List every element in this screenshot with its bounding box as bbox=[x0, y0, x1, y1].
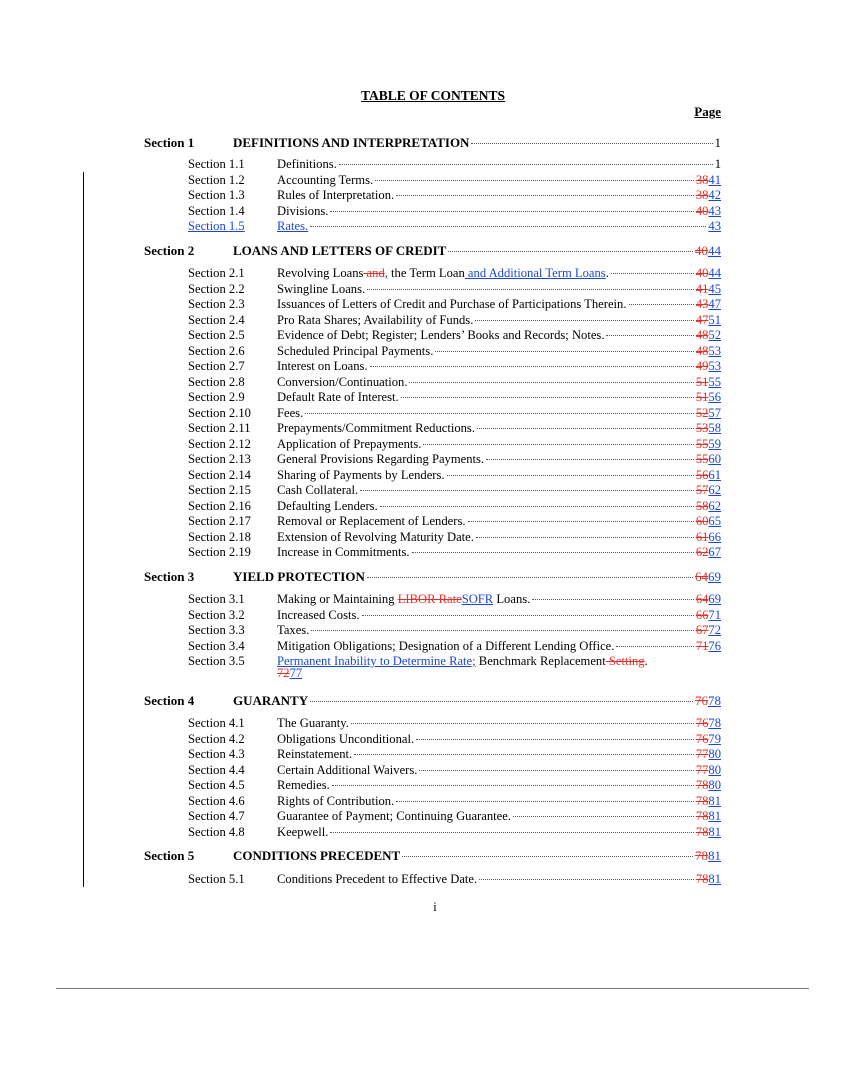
page-number-wrapped bbox=[277, 666, 302, 681]
entry-number: Section 2.3 bbox=[188, 297, 245, 311]
deleted-page: 78 bbox=[695, 824, 709, 839]
entry-title: Extension of Revolving Maturity Date. bbox=[277, 529, 474, 544]
section-number: Section 5 bbox=[144, 848, 195, 863]
dot-leader bbox=[468, 521, 694, 522]
dot-leader bbox=[354, 754, 694, 755]
toc-entry-2-6[interactable] bbox=[0, 375, 849, 390]
entry-number: Section 4.5 bbox=[188, 778, 245, 792]
inserted-page: 44 bbox=[708, 266, 721, 280]
entry-title: Interest on Loans. bbox=[277, 359, 368, 373]
inserted-page: 47 bbox=[708, 297, 721, 311]
dot-leader bbox=[486, 459, 694, 460]
entry-title: Definitions. bbox=[277, 157, 337, 171]
dot-leader bbox=[332, 785, 694, 786]
inserted-page: 69 bbox=[708, 569, 721, 584]
dot-leader bbox=[310, 701, 693, 702]
inserted-page: 81 bbox=[708, 872, 721, 886]
entry-number: Section 1.2 bbox=[188, 173, 245, 187]
toc-title: TABLE OF CONTENTS bbox=[360, 88, 506, 103]
deleted-page: 76 bbox=[695, 693, 708, 708]
deleted-page: 72 bbox=[277, 666, 290, 680]
dot-leader bbox=[616, 646, 693, 647]
inserted-page: 71 bbox=[708, 607, 721, 622]
inserted-page: 79 bbox=[708, 731, 721, 746]
deleted-page: 53 bbox=[695, 421, 709, 435]
entry-number: Section 4.1 bbox=[188, 716, 245, 730]
entry-number: Section 3.4 bbox=[188, 638, 245, 653]
deleted-page: 78 bbox=[695, 809, 709, 823]
entry-number: Section 4.7 bbox=[188, 809, 245, 823]
dot-leader bbox=[412, 552, 694, 553]
inserted-page: 62 bbox=[708, 483, 721, 497]
entry-title: Remedies. bbox=[277, 778, 330, 792]
deleted-page: 78 bbox=[695, 848, 708, 863]
deleted-page: 51 bbox=[695, 390, 709, 404]
deleted-page: 43 bbox=[695, 297, 709, 311]
dot-leader bbox=[606, 335, 693, 336]
section-title: CONDITIONS PRECEDENT bbox=[233, 848, 401, 863]
toc-entry-2-7[interactable] bbox=[0, 390, 849, 405]
entry-title: Taxes. bbox=[277, 623, 310, 637]
dot-leader bbox=[370, 366, 694, 367]
inserted-page: 80 bbox=[708, 762, 721, 777]
toc-entry-2-16[interactable] bbox=[0, 530, 849, 545]
dot-leader bbox=[396, 195, 694, 196]
entry-title: Conversion/Continuation. bbox=[277, 374, 408, 389]
inserted-page: 58 bbox=[708, 421, 721, 435]
toc-entry-4-0[interactable] bbox=[0, 716, 849, 731]
dot-leader bbox=[367, 577, 693, 578]
deleted-page: 78 bbox=[695, 793, 709, 808]
entry-number: Section 3.5 bbox=[188, 654, 245, 668]
entry-title: Rules of Interpretation. bbox=[277, 188, 395, 202]
inserted-page: 81 bbox=[708, 809, 721, 823]
entry-title: Default Rate of Interest. bbox=[277, 390, 399, 404]
entry-title: Certain Additional Waivers. bbox=[277, 762, 418, 777]
toc-entry-1-5[interactable] bbox=[0, 219, 849, 234]
inserted-page: 52 bbox=[708, 328, 721, 342]
dot-leader bbox=[448, 251, 693, 252]
toc-entry-3-5[interactable] bbox=[0, 654, 849, 669]
dot-leader bbox=[330, 211, 693, 212]
deleted-page: 38 bbox=[695, 173, 709, 187]
entry-title: Accounting Terms. bbox=[277, 173, 374, 187]
section-title: YIELD PROTECTION bbox=[233, 569, 365, 584]
toc-section-1[interactable] bbox=[0, 135, 849, 150]
entry-title: Conditions Precedent to Effective Date. bbox=[277, 872, 478, 886]
toc-entry-5-0[interactable] bbox=[0, 872, 849, 887]
entry-number: Section 4.2 bbox=[188, 731, 245, 746]
inserted-page: 76 bbox=[708, 638, 721, 653]
toc-entry-2-8[interactable] bbox=[0, 406, 849, 421]
dot-leader bbox=[416, 739, 694, 740]
entry-number: Section 2.2 bbox=[188, 281, 245, 296]
entry-number: Section 2.8 bbox=[188, 374, 245, 389]
toc-section-4[interactable] bbox=[0, 693, 849, 708]
deleted-page: 77 bbox=[695, 747, 709, 761]
deleted-page: 77 bbox=[695, 762, 709, 777]
toc-entry-2-14[interactable] bbox=[0, 499, 849, 514]
deleted-page: 55 bbox=[695, 436, 709, 451]
inserted-page: 59 bbox=[708, 436, 721, 451]
inserted-page: 77 bbox=[289, 666, 303, 680]
entry-number: Section 1.3 bbox=[188, 188, 245, 202]
toc-entry-2-3[interactable] bbox=[0, 328, 849, 343]
deleted-page: 51 bbox=[695, 374, 709, 389]
dot-leader bbox=[611, 273, 694, 274]
entry-number: Section 2.1 bbox=[188, 266, 245, 280]
entry-number: Section 2.18 bbox=[188, 529, 251, 544]
dot-leader bbox=[477, 428, 694, 429]
toc-section-3[interactable] bbox=[0, 569, 849, 584]
deleted-page: 78 bbox=[695, 778, 709, 792]
deleted-page: 61 bbox=[695, 529, 709, 544]
entry-number: Section 1.5 bbox=[188, 219, 245, 233]
toc-entry-2-0[interactable] bbox=[0, 282, 849, 297]
entry-number: Section 2.7 bbox=[188, 359, 245, 373]
inserted-page: 65 bbox=[708, 514, 721, 528]
entry-number: Section 2.14 bbox=[188, 467, 251, 482]
section-title: DEFINITIONS AND INTERPRETATION bbox=[233, 135, 470, 150]
entry-title: Sharing of Payments by Lenders. bbox=[277, 467, 445, 482]
dot-leader bbox=[419, 770, 693, 771]
toc-entry-2-13[interactable] bbox=[0, 483, 849, 498]
deleted-page: 40 bbox=[695, 243, 708, 258]
inserted-page: 57 bbox=[708, 405, 721, 420]
entry-number: Section 3.2 bbox=[188, 607, 245, 622]
dot-leader bbox=[513, 816, 694, 817]
deleted-page: 66 bbox=[695, 607, 709, 622]
deleted-page: 48 bbox=[695, 328, 709, 342]
entry-title: Evidence of Debt; Register; Lenders’ Books and Records; Notes. bbox=[277, 328, 605, 342]
section-number: Section 3 bbox=[144, 569, 195, 584]
toc-entry-4-6[interactable] bbox=[0, 809, 849, 824]
deleted-page: 58 bbox=[695, 498, 709, 513]
inserted-page: 42 bbox=[708, 188, 721, 202]
dot-leader bbox=[479, 879, 694, 880]
entry-number: Section 4.8 bbox=[188, 824, 245, 839]
entry-number: Section 2.6 bbox=[188, 343, 245, 358]
entry-number: Section 3.3 bbox=[188, 623, 245, 637]
toc-entry-1-2[interactable] bbox=[0, 173, 849, 188]
toc-entry-4-3[interactable] bbox=[0, 763, 849, 778]
deleted-page: 60 bbox=[695, 514, 709, 528]
entry-number: Section 2.4 bbox=[188, 312, 245, 327]
deleted-page: 62 bbox=[695, 545, 709, 559]
entry-title: Defaulting Lenders. bbox=[277, 498, 378, 513]
entry-number: Section 2.16 bbox=[188, 498, 251, 513]
toc-entry-3-0[interactable] bbox=[0, 608, 849, 623]
inserted-page: 62 bbox=[708, 498, 721, 513]
entry-title: Reinstatement. bbox=[277, 747, 353, 761]
toc-section-5[interactable] bbox=[0, 848, 849, 863]
inserted-page: 81 bbox=[708, 848, 721, 863]
section-number: Section 1 bbox=[144, 135, 195, 150]
entry-title: Mitigation Obligations; Designation of a Different Lending Office. bbox=[277, 638, 615, 653]
dot-leader bbox=[367, 289, 694, 290]
deleted-page: 41 bbox=[695, 281, 709, 296]
page-column-header: Page bbox=[694, 104, 721, 119]
toc-entry-2-5[interactable] bbox=[0, 359, 849, 374]
deleted-page: 38 bbox=[695, 188, 709, 202]
dot-leader bbox=[396, 801, 694, 802]
deleted-page: 52 bbox=[695, 405, 709, 420]
entry-title: Making or Maintaining LIBOR RateSOFR Loans. bbox=[277, 592, 531, 606]
dot-leader bbox=[375, 180, 694, 181]
entry-title: Swingline Loans. bbox=[277, 281, 366, 296]
dot-leader bbox=[476, 537, 694, 538]
toc-entry-1-3[interactable] bbox=[0, 188, 849, 203]
page-number: 1 bbox=[714, 157, 721, 171]
toc-entry-4-5[interactable] bbox=[0, 794, 849, 809]
dot-leader bbox=[401, 397, 694, 398]
deleted-page: 67 bbox=[695, 623, 709, 637]
entry-title: Rights of Contribution. bbox=[277, 793, 395, 808]
entry-title: Obligations Unconditional. bbox=[277, 731, 415, 746]
toc-entry-2-4[interactable] bbox=[0, 344, 849, 359]
entry-number: Section 2.15 bbox=[188, 483, 251, 497]
deleted-page: 71 bbox=[695, 638, 709, 653]
dot-leader bbox=[423, 444, 693, 445]
toc-entry-2-12[interactable] bbox=[0, 468, 849, 483]
deleted-page: 76 bbox=[695, 731, 709, 746]
deleted-page: 47 bbox=[695, 312, 709, 327]
toc-entry-2-11[interactable] bbox=[0, 452, 849, 467]
entry-title: Keepwell. bbox=[277, 824, 329, 839]
inserted-page: 45 bbox=[708, 281, 721, 296]
toc-entry-4-7[interactable] bbox=[0, 825, 849, 840]
entry-title: The Guaranty. bbox=[277, 716, 349, 730]
entry-number: Section 5.1 bbox=[188, 872, 245, 886]
dot-leader bbox=[310, 226, 706, 227]
inserted-page: 53 bbox=[708, 359, 721, 373]
entry-title: Rates. bbox=[277, 219, 309, 233]
dot-leader bbox=[351, 723, 694, 724]
inserted-page: 72 bbox=[708, 623, 721, 637]
inserted-page: 43 bbox=[708, 204, 721, 218]
inserted-page: 78 bbox=[708, 693, 721, 708]
toc-entry-4-2[interactable] bbox=[0, 747, 849, 762]
deleted-page: 40 bbox=[695, 266, 709, 280]
toc-entry-3-2[interactable] bbox=[0, 639, 849, 654]
entry-number: Section 4.4 bbox=[188, 762, 245, 777]
deleted-page: 55 bbox=[695, 452, 709, 466]
dot-leader bbox=[532, 599, 694, 600]
entry-title: Divisions. bbox=[277, 204, 329, 218]
inserted-page: 60 bbox=[708, 452, 721, 466]
entry-title: Issuances of Letters of Credit and Purchase of Participations Therein. bbox=[277, 297, 627, 311]
section-number: Section 2 bbox=[144, 243, 195, 258]
toc-entry-2-17[interactable] bbox=[0, 545, 849, 560]
deleted-page: 64 bbox=[695, 569, 708, 584]
entry-number: Section 2.17 bbox=[188, 514, 251, 528]
toc-entry-2-9[interactable] bbox=[0, 421, 849, 436]
inserted-page: 43 bbox=[708, 219, 721, 233]
page-bottom-rule bbox=[56, 988, 809, 989]
footer-page-number: i bbox=[433, 900, 437, 914]
entry-number: Section 2.9 bbox=[188, 390, 245, 404]
inserted-page: 78 bbox=[708, 716, 721, 730]
inserted-page: 80 bbox=[708, 778, 721, 792]
entry-title: Increased Costs. bbox=[277, 607, 360, 622]
deleted-page: 56 bbox=[695, 467, 709, 482]
entry-title: Prepayments/Commitment Reductions. bbox=[277, 421, 475, 435]
dot-leader bbox=[409, 382, 693, 383]
section-number: Section 4 bbox=[144, 693, 195, 708]
toc-entry-3-1[interactable] bbox=[0, 623, 849, 638]
dot-leader bbox=[475, 320, 693, 321]
inserted-page: 81 bbox=[708, 824, 721, 839]
inserted-page: 81 bbox=[708, 793, 721, 808]
inserted-page: 44 bbox=[708, 243, 721, 258]
entry-title: Increase in Commitments. bbox=[277, 545, 410, 559]
inserted-page: 67 bbox=[708, 545, 721, 559]
inserted-page: 53 bbox=[708, 343, 721, 358]
toc-section-2[interactable] bbox=[0, 243, 849, 258]
entry-number: Section 2.12 bbox=[188, 436, 251, 451]
dot-leader bbox=[362, 615, 694, 616]
dot-leader bbox=[471, 143, 712, 144]
entry-number: Section 2.10 bbox=[188, 405, 251, 420]
inserted-page: 55 bbox=[708, 374, 721, 389]
entry-number: Section 2.13 bbox=[188, 452, 251, 466]
toc-entry-4-4[interactable] bbox=[0, 778, 849, 793]
inserted-page: 66 bbox=[708, 529, 721, 544]
dot-leader bbox=[380, 506, 694, 507]
entry-number: Section 2.19 bbox=[188, 545, 251, 559]
section-title: LOANS AND LETTERS OF CREDIT bbox=[233, 243, 447, 258]
entry-title: Revolving Loans and, the Term Loan and Additional Term Loans. bbox=[277, 266, 609, 280]
deleted-page: 64 bbox=[695, 592, 709, 606]
deleted-page: 49 bbox=[695, 359, 709, 373]
entry-title: Application of Prepayments. bbox=[277, 436, 422, 451]
entry-number: Section 4.6 bbox=[188, 793, 245, 808]
toc-entry-1-1[interactable] bbox=[0, 157, 849, 172]
dot-leader bbox=[447, 475, 694, 476]
toc-entry-4-1[interactable] bbox=[0, 732, 849, 747]
entry-title: Cash Collateral. bbox=[277, 483, 359, 497]
entry-number: Section 3.1 bbox=[188, 592, 245, 606]
toc-entry-2-2[interactable] bbox=[0, 313, 849, 328]
entry-title: Permanent Inability to Determine Rate; Benchmark Replacement Setting. bbox=[277, 654, 648, 668]
entry-title: General Provisions Regarding Payments. bbox=[277, 452, 485, 466]
deleted-page: 48 bbox=[695, 343, 709, 358]
inserted-page: 41 bbox=[708, 173, 721, 187]
inserted-page: 61 bbox=[708, 467, 721, 482]
entry-title: Pro Rata Shares; Availability of Funds. bbox=[277, 312, 474, 327]
inserted-page: 56 bbox=[708, 390, 721, 404]
deleted-page: 40 bbox=[695, 204, 709, 218]
toc-entry-3-1[interactable] bbox=[0, 592, 849, 607]
entry-number: Section 4.3 bbox=[188, 747, 245, 761]
entry-title: Fees. bbox=[277, 405, 304, 420]
inserted-page: 51 bbox=[708, 312, 721, 327]
entry-number: Section 1.4 bbox=[188, 204, 245, 218]
dot-leader bbox=[311, 630, 693, 631]
entry-title: Removal or Replacement of Lenders. bbox=[277, 514, 466, 528]
entry-number: Section 1.1 bbox=[188, 157, 245, 171]
inserted-page: 80 bbox=[708, 747, 721, 761]
toc-entry-2-15[interactable] bbox=[0, 514, 849, 529]
toc-entry-2-1[interactable] bbox=[0, 266, 849, 281]
deleted-page: 76 bbox=[695, 716, 709, 730]
toc-entry-2-10[interactable] bbox=[0, 437, 849, 452]
entry-title: Guarantee of Payment; Continuing Guarantee. bbox=[277, 809, 511, 823]
dot-leader bbox=[629, 304, 694, 305]
dot-leader bbox=[330, 832, 693, 833]
inserted-page: 69 bbox=[708, 592, 721, 606]
dot-leader bbox=[360, 490, 694, 491]
deleted-page: 57 bbox=[695, 483, 709, 497]
dot-leader bbox=[435, 351, 693, 352]
dot-leader bbox=[402, 856, 693, 857]
toc-entry-2-1[interactable] bbox=[0, 297, 849, 312]
entry-number: Section 2.11 bbox=[188, 421, 251, 435]
dot-leader bbox=[339, 164, 713, 165]
deleted-page: 78 bbox=[695, 872, 709, 886]
dot-leader bbox=[305, 413, 694, 414]
entry-title: Scheduled Principal Payments. bbox=[277, 343, 434, 358]
toc-entry-1-4[interactable] bbox=[0, 204, 849, 219]
entry-number: Section 2.5 bbox=[188, 328, 245, 342]
section-title: GUARANTY bbox=[233, 693, 309, 708]
page-number: 1 bbox=[714, 135, 721, 150]
